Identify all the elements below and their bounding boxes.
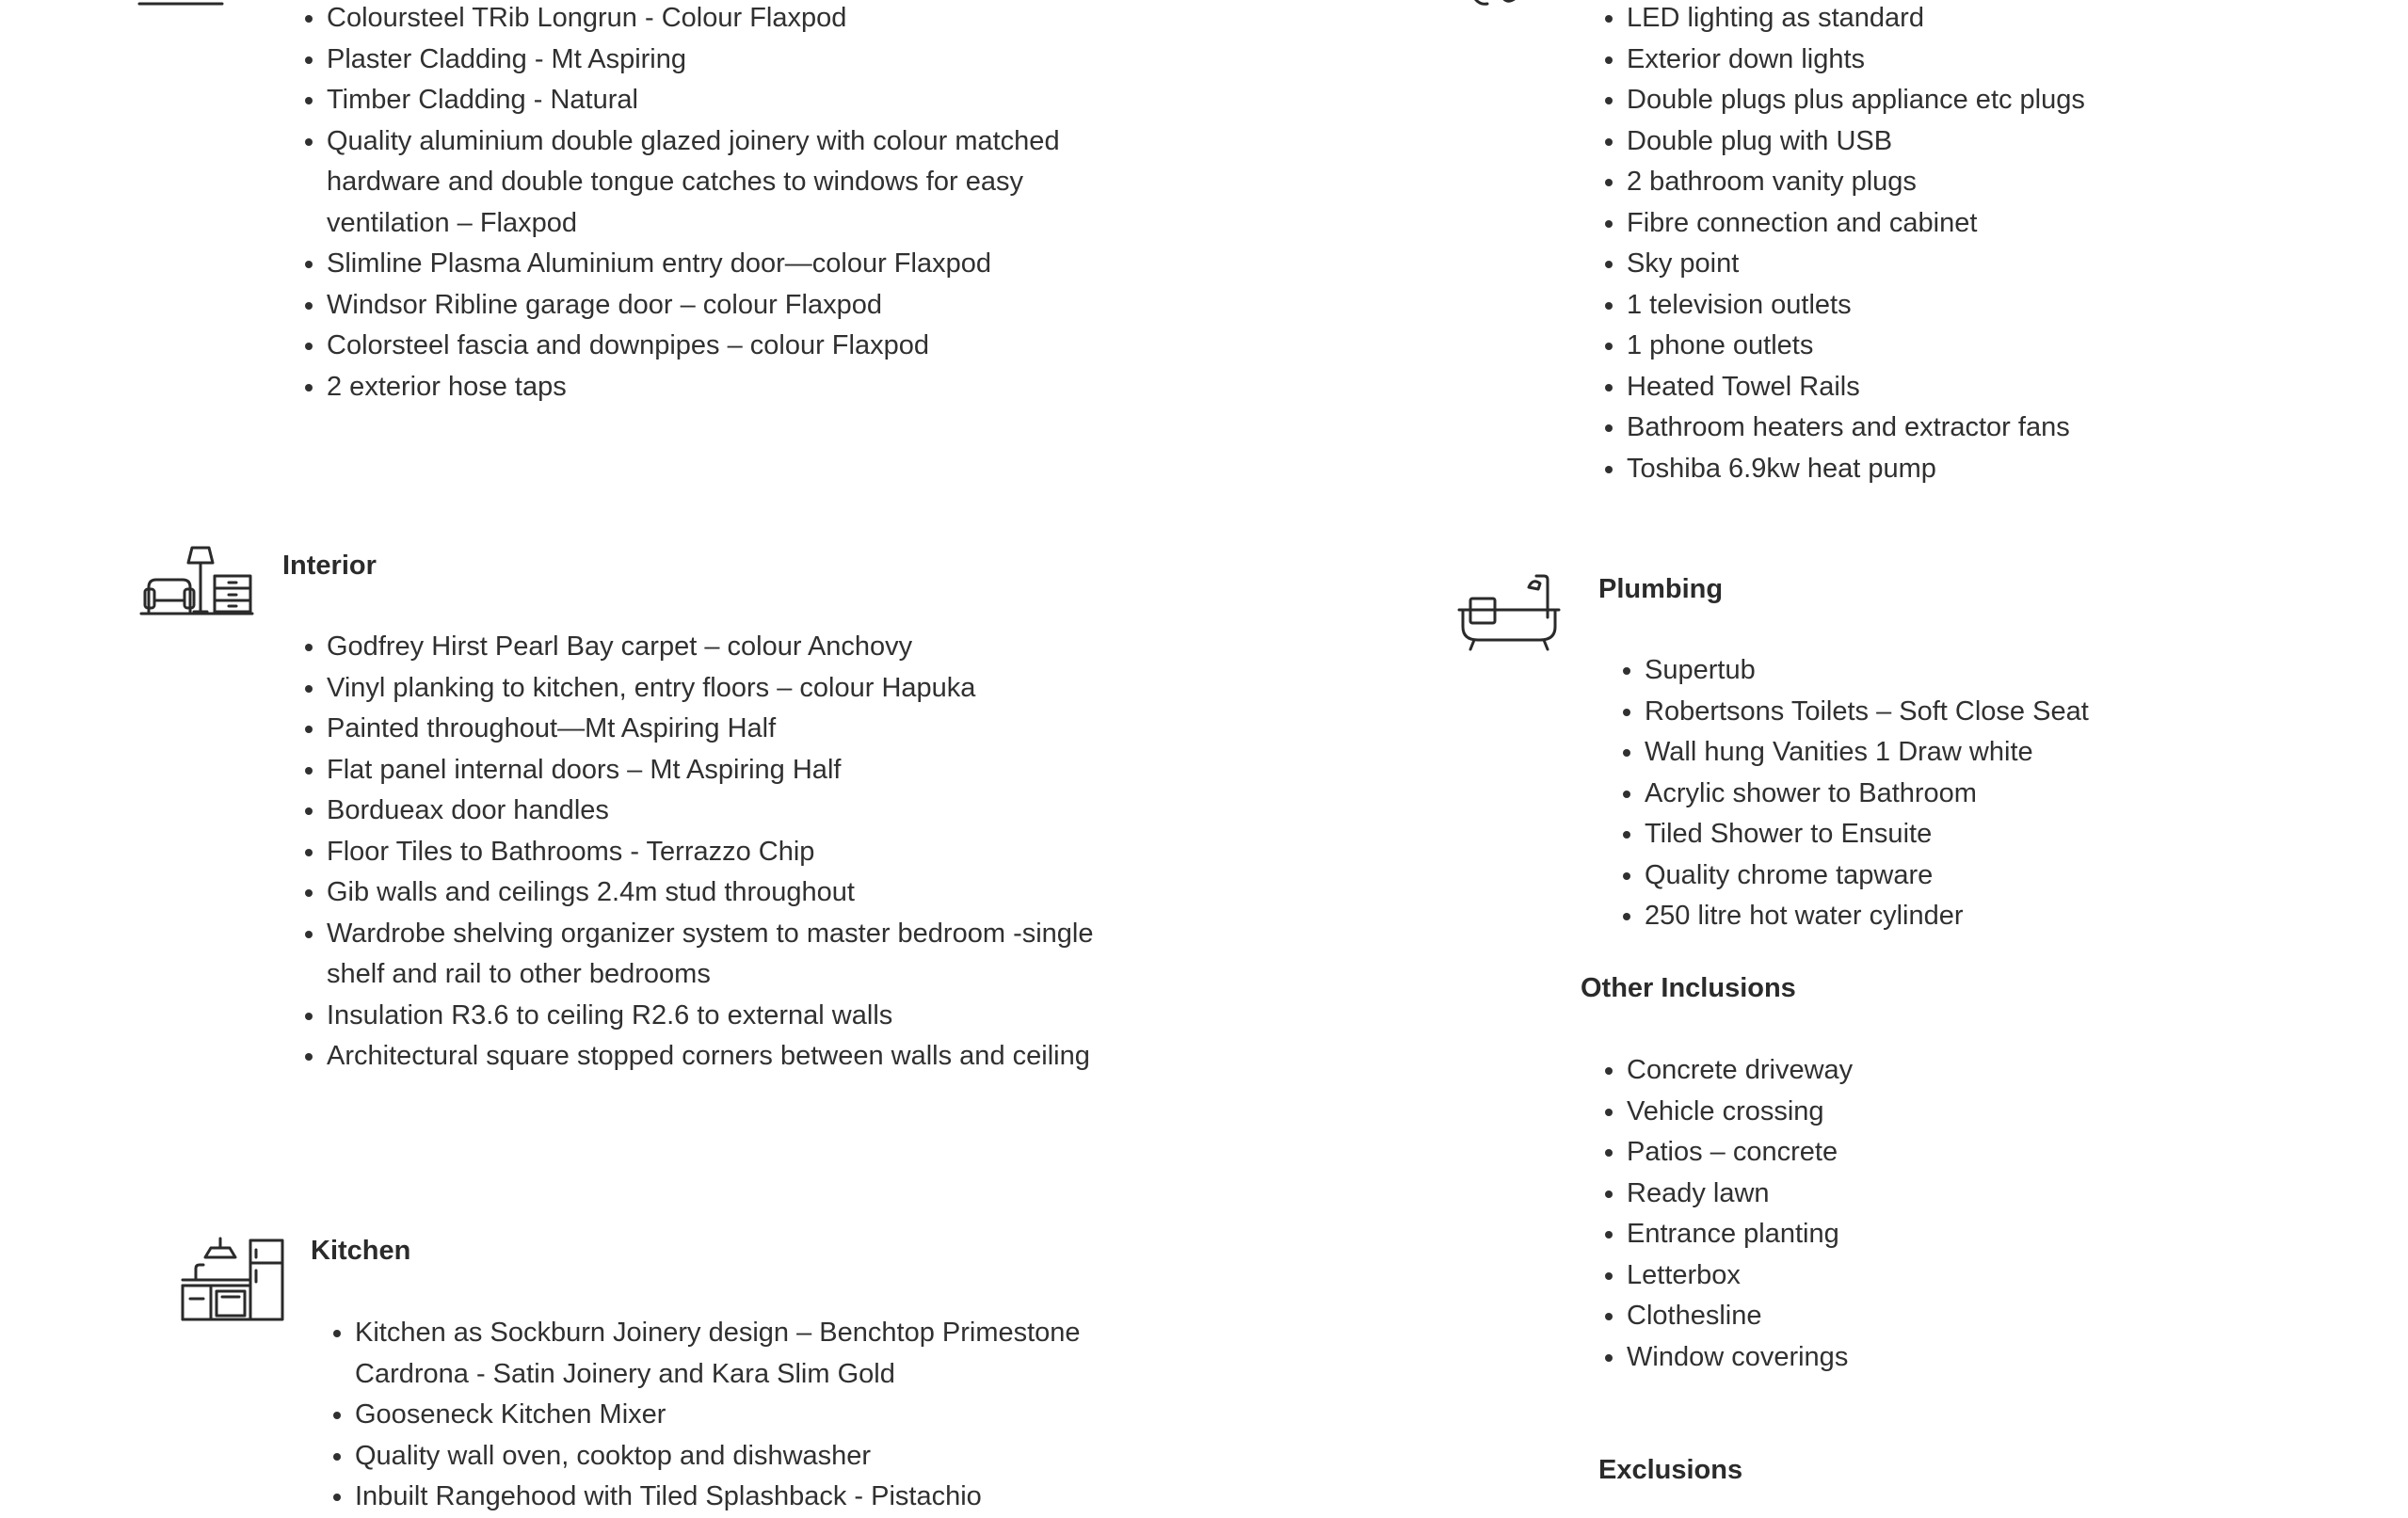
exclusions-heading: Exclusions <box>1598 1455 1743 1485</box>
list-item: • Flat panel internal doors – Mt Aspiring Half <box>327 750 1099 791</box>
electrical-icon <box>1469 0 1525 9</box>
other-inclusions-heading: Other Inclusions <box>1581 973 1796 1003</box>
list-item: • 1 phone outlets <box>1627 326 2380 367</box>
list-item: • Colorsteel fascia and downpipes – colour Flaxpod <box>327 326 1080 367</box>
list-item: • Tiled Shower to Ensuite <box>1645 814 2379 855</box>
list-item: • Fibre connection and cabinet <box>1627 203 2380 245</box>
list-item: • Wall hung Vanities 1 Draw white <box>1645 732 2379 774</box>
list-item: • 250 litre hot water cylinder <box>1645 896 2379 937</box>
list-item: • Architectural square stopped corners between walls and ceiling <box>327 1036 1099 1078</box>
bathtub-icon <box>1457 574 1561 655</box>
list-item: • Toshiba 6.9kw heat pump <box>1627 449 2380 490</box>
other-inclusions-list <box>1595 1050 2361 1378</box>
list-item: • Insulation R3.6 to ceiling R2.6 to external walls <box>327 996 1099 1037</box>
plumbing-list <box>1613 650 2379 937</box>
list-item: • Bordueax door handles <box>327 791 1099 832</box>
list-item: • Concrete driveway <box>1627 1050 2361 1092</box>
list-item: • Inbuilt Rangehood with Tiled Splashback - Pistachio <box>355 1477 1127 1518</box>
exterior-icon <box>139 0 224 9</box>
list-item: • Quality wall oven, cooktop and dishwasher <box>355 1436 1127 1478</box>
list-item: • Windsor Ribline garage door – colour Flaxpod <box>327 285 1080 327</box>
list-item: • Godfrey Hirst Pearl Bay carpet – colour Anchovy <box>327 627 1099 668</box>
kitchen-icon <box>181 1237 286 1321</box>
interior-list <box>295 627 1099 1078</box>
list-item: • 1 television outlets <box>1627 285 2380 327</box>
list-item: • Quality aluminium double glazed joinery with colour matched hardware and double tongue catches to windows for easy ventilation – Flaxpod <box>327 121 1080 245</box>
list-item: • Coloursteel TRib Longrun - Colour Flaxpod <box>327 0 1080 40</box>
list-item: • Robertsons Toilets – Soft Close Seat <box>1645 692 2379 733</box>
list-item: • Double plug with USB <box>1627 121 2380 163</box>
list-item: • Supertub <box>1645 650 2379 692</box>
list-item: • Bathroom heaters and extractor fans <box>1627 407 2380 449</box>
kitchen-heading: Kitchen <box>311 1236 411 1266</box>
list-item: • Entrance planting <box>1627 1214 2361 1255</box>
list-item: • Letterbox <box>1627 1255 2361 1297</box>
furniture-icon <box>141 544 254 617</box>
list-item: • Ready lawn <box>1627 1174 2361 1215</box>
list-item: • Acrylic shower to Bathroom <box>1645 774 2379 815</box>
electrical-list <box>1595 0 2380 489</box>
list-item: • Heated Towel Rails <box>1627 367 2380 408</box>
list-item: • 2 exterior hose taps <box>327 367 1080 408</box>
list-item: • Vinyl planking to kitchen, entry floors – colour Hapuka <box>327 668 1099 710</box>
list-item: • Window coverings <box>1627 1337 2361 1379</box>
interior-heading: Interior <box>282 551 377 581</box>
list-item: • Floor Tiles to Bathrooms - Terrazzo Chip <box>327 832 1099 873</box>
list-item: • Kitchen as Sockburn Joinery design – Benchtop Primestone Cardrona - Satin Joinery and Kara Slim Gold <box>355 1313 1127 1395</box>
list-item: • Sky point <box>1627 244 2380 285</box>
list-item: • Exterior down lights <box>1627 40 2380 81</box>
list-item: • Painted throughout—Mt Aspiring Half <box>327 709 1099 750</box>
list-item: • Vehicle crossing <box>1627 1092 2361 1133</box>
list-item: • LED lighting as standard <box>1627 0 2380 40</box>
exterior-list <box>295 0 1080 407</box>
list-item: • Gooseneck Kitchen Mixer <box>355 1395 1127 1436</box>
list-item: • Clothesline <box>1627 1296 2361 1337</box>
kitchen-list <box>323 1313 1127 1518</box>
list-item: • Plaster Cladding - Mt Aspiring <box>327 40 1080 81</box>
plumbing-heading: Plumbing <box>1598 574 1724 604</box>
list-item: • Gib walls and ceilings 2.4m stud throughout <box>327 872 1099 914</box>
list-item: • Wardrobe shelving organizer system to master bedroom -single shelf and rail to other bedrooms <box>327 914 1099 996</box>
list-item: • Double plugs plus appliance etc plugs <box>1627 80 2380 121</box>
list-item: • Patios – concrete <box>1627 1132 2361 1174</box>
list-item: • Quality chrome tapware <box>1645 855 2379 897</box>
list-item: • Slimline Plasma Aluminium entry door—colour Flaxpod <box>327 244 1080 285</box>
list-item: • Timber Cladding - Natural <box>327 80 1080 121</box>
list-item: • 2 bathroom vanity plugs <box>1627 162 2380 203</box>
